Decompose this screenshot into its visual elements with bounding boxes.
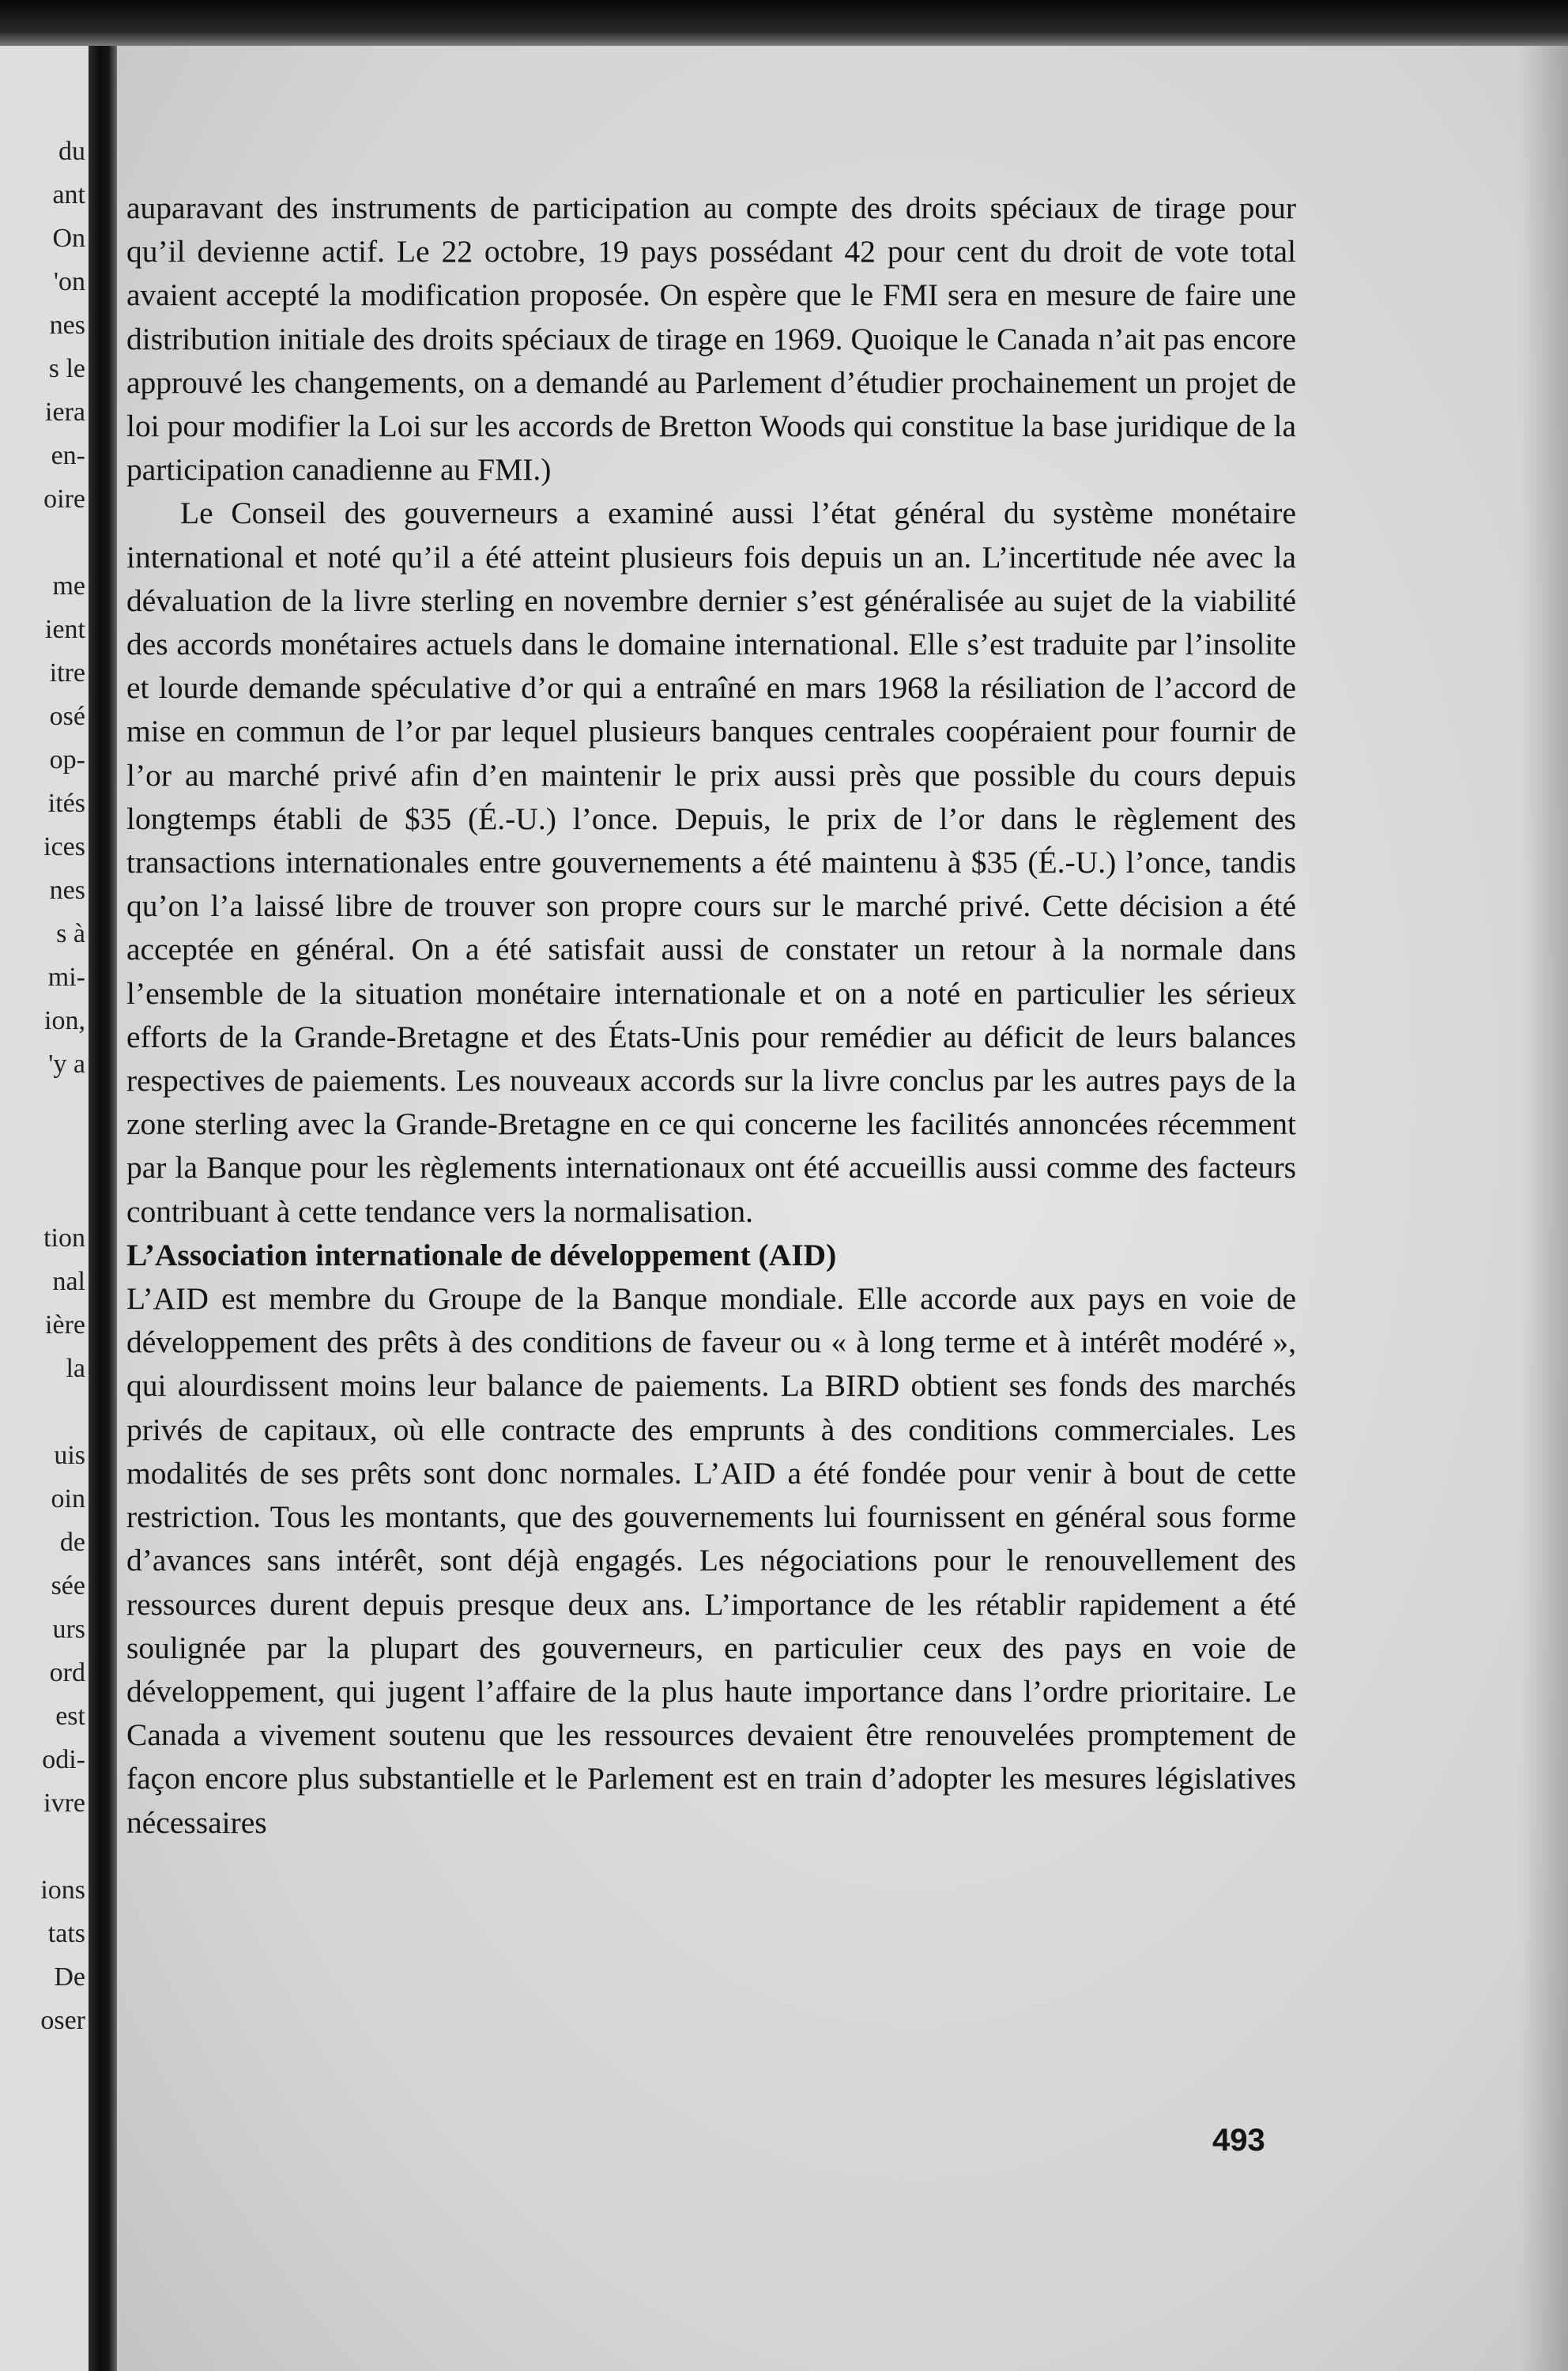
body-text	[126, 187, 1296, 1845]
paragraph-conseil-des-gouverneurs: Le Conseil des gouverneurs a examiné aussi l’état général du système monétaire international et noté qu’il a été atteint plusieurs fois depuis un an. L’incertitude née avec la dévaluation de la livre sterling en novembre dernier s’est généralisée au sujet de la viabilité des accords monétaires actuels dans le domaine international. Elle s’est traduite par l’insolite et lourde demande spéculative d’or qui a entraîné en mars 1968 la résiliation de l’accord de mise en commun de l’or par lequel plusieurs banques centrales coopéraient pour fournir de l’or au marché privé afin d’en maintenir le prix aussi près que possible du cours depuis longtemps établi de $35 (É.-U.) l’once. Depuis, le prix de l’or dans le règlement des transactions internationales entre gouvernements a été maintenu à $35 (É.-U.) l’once, tandis qu’on l’a laissé libre de trouver son propre cours sur le marché privé. Cette décision a été acceptée en général. On a été satisfait aussi de constater un retour à la normale dans l’ensemble de la situation monétaire internationale et on a noté en particulier les sérieux efforts de la Grande-Bretagne et des États-Unis pour remédier au déficit de leurs balances respectives de paiements. Les nouveaux accords sur la livre conclus par les autres pays de la zone sterling avec la Grande-Bretagne en ce qui concerne les facilités annoncées récemment par la Banque pour les règlements internationaux ont été accueillis aussi comme des facteurs contribuant à cette tendance vers la normalisation.	[126, 496, 1296, 1229]
previous-page-fragment: ière	[45, 1310, 85, 1340]
previous-page-fragment: ord	[49, 1658, 85, 1687]
scan-top-edge	[0, 0, 1568, 46]
paragraph-aid: L’AID est membre du Groupe de la Banque mondiale. Elle accorde aux pays en voie de développement des prêts à des conditions de faveur ou « à long terme et à intérêt modéré », qui alourdissent moins leur balance de paiements. La BIRD obtient ses fonds des marchés privés de capitaux, où elle contracte des emprunts à des conditions commerciales. Les modalités de ses prêts sont donc normales. L’AID a été fondée pour venir à bout de cette restriction. Tous les montants, que des gouvernements lui fournissent en général sous forme d’avances sans intérêt, sont déjà engagés. Les négociations pour le renouvellement des ressources durent depuis presque deux ans. L’importance de les rétablir rapidement a été soulignée par la plupart des gouverneurs, en particulier ceux des pays en voie de développement, qui jugent l’affaire de la plus haute importance dans l’ordre prioritaire. Le Canada a vivement soutenu que les ressources devaient être renouvelées promptement de façon encore plus substantielle et le Parlement est en train d’adopter les mesures législatives nécessaires	[126, 1281, 1296, 1840]
previous-page-fragment: en-	[51, 441, 85, 470]
previous-page-fragment: ices	[43, 832, 85, 861]
previous-page-fragment: urs	[52, 1615, 85, 1644]
previous-page-fragment: On	[52, 224, 85, 253]
page-edge-shadow	[1521, 46, 1568, 2371]
previous-page-fragment: me	[52, 571, 85, 601]
previous-page-fragment: ant	[52, 180, 85, 209]
previous-page-fragment: oser	[40, 2006, 85, 2035]
previous-page-fragment: du	[58, 137, 85, 166]
page	[117, 46, 1568, 2371]
previous-page-fragment: tion	[43, 1223, 85, 1253]
previous-page-fragment: la	[66, 1354, 85, 1383]
previous-page-fragment: s à	[56, 919, 85, 948]
previous-page-fragment: ion,	[44, 1006, 85, 1035]
section-heading: L’Association internationale de développement (AID)	[126, 1237, 837, 1272]
previous-page-fragment: odi-	[42, 1745, 85, 1774]
previous-page-fragment: 'y a	[48, 1050, 85, 1079]
previous-page-fragment: uis	[54, 1441, 85, 1470]
previous-page-sliver	[0, 46, 89, 2371]
previous-page-fragment: itre	[49, 658, 85, 688]
previous-page-fragment: ités	[47, 789, 85, 818]
previous-page-fragment: nes	[49, 311, 85, 340]
previous-page-fragment: ivre	[43, 1789, 85, 1818]
paragraph-continuation: auparavant des instruments de participation au compte des droits spéciaux de tirage pour qu’il devienne actif. Le 22 octobre, 19 pays possédant 42 pour cent du droit de vote total avaient accepté la modification proposée. On espère que le FMI sera en mesure de faire une distribution initiale des droits spéciaux de tirage en 1969. Quoique le Canada n’ait pas encore approuvé les changements, on a demandé au Parlement d’étudier prochainement un projet de loi pour modifier la Loi sur les accords de Bretton Woods qui constitue la base juridique de la participation canadienne au FMI.)	[126, 190, 1296, 488]
previous-page-fragment: op-	[49, 745, 85, 775]
previous-page-fragment: ions	[40, 1875, 85, 1905]
page-number: 493	[1212, 2123, 1265, 2158]
book-gutter	[89, 0, 117, 2371]
previous-page-fragment: nes	[49, 876, 85, 905]
previous-page-fragment: de	[59, 1528, 85, 1557]
previous-page-fragment: iera	[45, 398, 85, 427]
previous-page-fragment: tats	[47, 1919, 85, 1948]
previous-page-fragment: ient	[45, 615, 85, 644]
previous-page-fragment: oire	[43, 484, 85, 514]
previous-page-fragment: sée	[51, 1571, 85, 1600]
previous-page-fragment: oin	[51, 1484, 85, 1513]
previous-page-fragment: s le	[48, 354, 85, 383]
previous-page-fragment: nal	[52, 1267, 85, 1296]
previous-page-fragment: est	[55, 1702, 85, 1731]
previous-page-fragment: 'on	[53, 267, 85, 296]
previous-page-fragment: De	[54, 1962, 85, 1992]
previous-page-fragment: mi-	[47, 963, 85, 992]
previous-page-fragment: osé	[49, 702, 85, 731]
